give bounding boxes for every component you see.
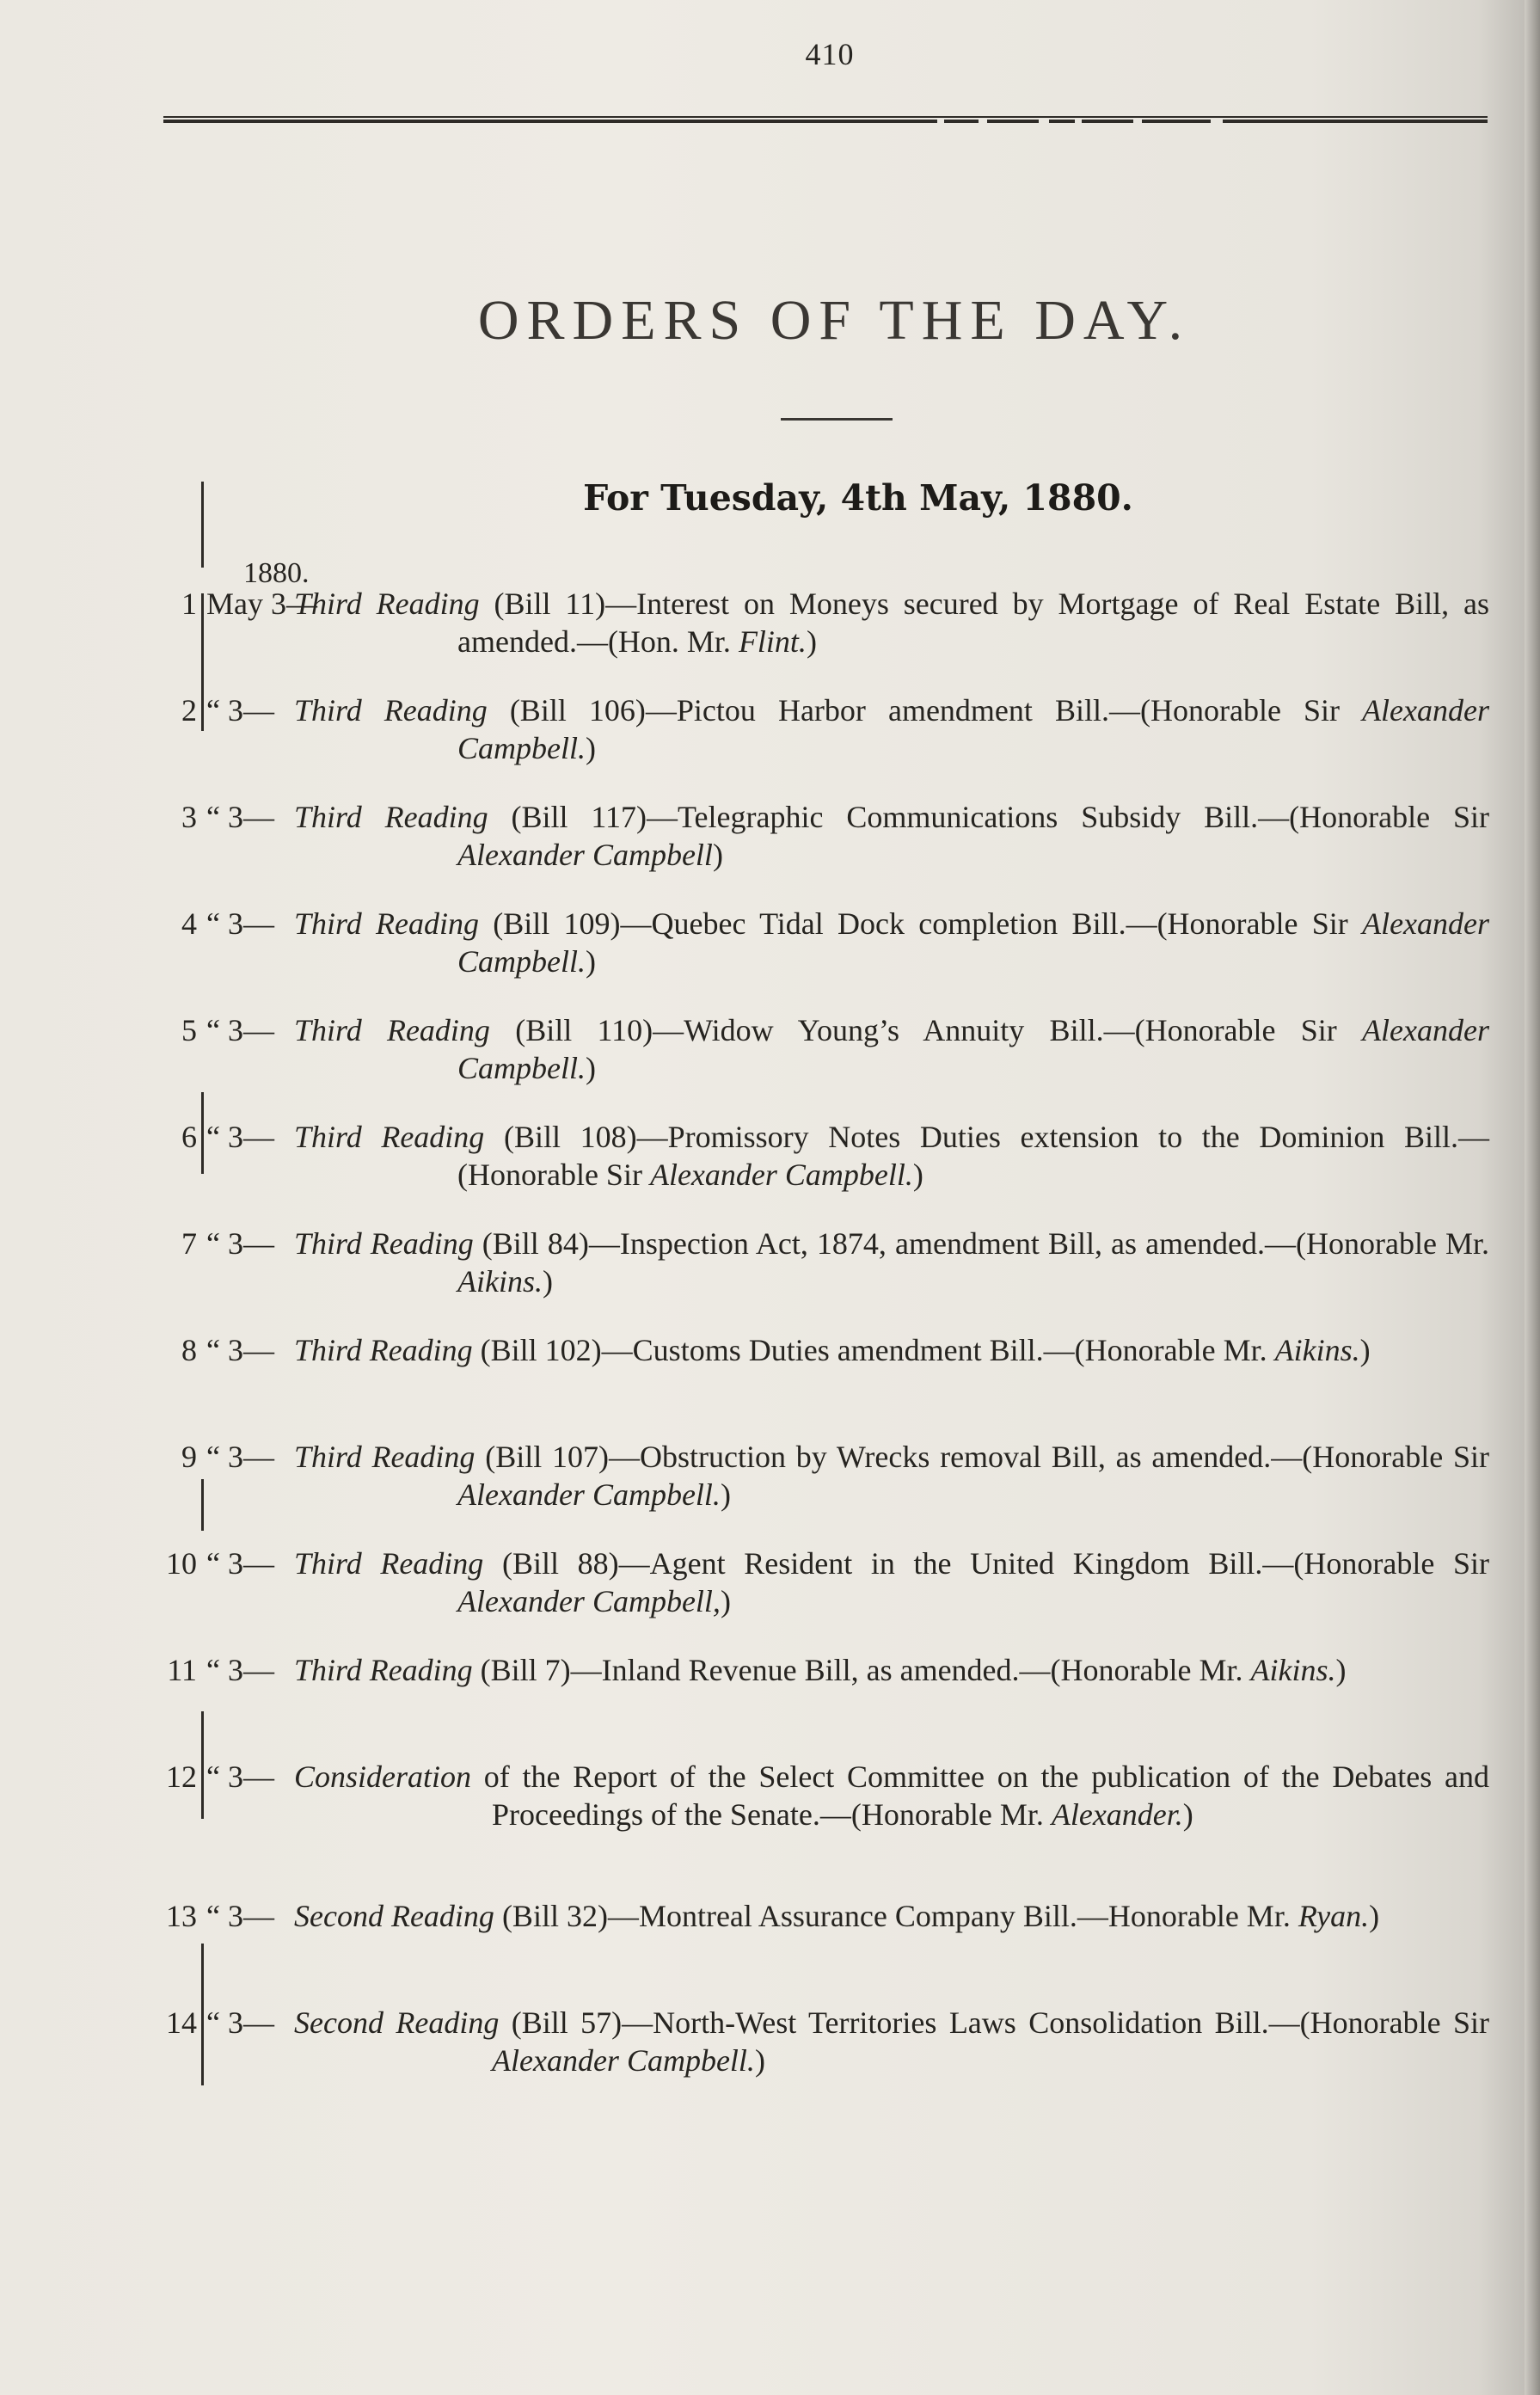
entry-bill: (Bill 117)—: [511, 800, 678, 834]
entry-bill: (Bill 11)—: [494, 586, 637, 621]
entry-text: [294, 1758, 1489, 1833]
entry-mover: Alexander Campbell.: [457, 1477, 721, 1512]
entry-bill: (Bill 57)—: [511, 2005, 653, 2040]
entry-close: ): [586, 731, 596, 765]
entry-close: ): [754, 2043, 765, 2078]
entry-description: Promissory Notes Duties extension to the Dominion Bill.—(Honorable Sir: [457, 1120, 1490, 1192]
entry-mover: Alexander Campbell.: [457, 1013, 1489, 1085]
entry-bill: (Bill 109)—: [493, 906, 652, 941]
entry-mover: Alexander.: [1051, 1797, 1183, 1832]
entry-close: ): [1369, 1899, 1380, 1933]
entry-number: 1: [181, 586, 197, 621]
entry-bill: (Bill 7)—: [480, 1653, 602, 1687]
entry-text: [294, 798, 1490, 874]
entry-mover: Aikins.: [457, 1264, 543, 1299]
entry-date: “ 3—: [206, 1440, 274, 1474]
entry-mover: Alexander Campbell: [457, 838, 713, 872]
entry-number: 7: [181, 1226, 197, 1261]
entry-order-type: Second Reading: [294, 1899, 494, 1933]
margin-rule: [201, 1944, 204, 2085]
entry-number: 13: [166, 1899, 197, 1933]
entry-description: Obstruction by Wrecks removal Bill, as amended.—(Honorable Sir: [639, 1440, 1489, 1474]
entry-date: May 3—: [206, 586, 317, 621]
entry-text: [294, 1225, 1490, 1300]
margin-rule: [201, 1092, 204, 1174]
page-subtitle: For Tuesday, 4th May, 1880.: [583, 477, 1133, 519]
entry-mover: Alexander Campbell.: [457, 693, 1489, 765]
entry-text: [294, 1651, 1489, 1689]
entry-date: “ 3—: [206, 800, 274, 834]
entry-mover: Ryan.: [1298, 1899, 1370, 1933]
entry-close: ): [1335, 1653, 1347, 1687]
entry-number: 2: [181, 693, 197, 728]
entry-description: Widow Young’s Annuity Bill.—(Honorable Sir: [684, 1013, 1363, 1047]
entry-description: of the Report of the Select Committee on the publication of the Debates and Proceedings of the Senate.—(Honorable Mr.: [483, 1759, 1489, 1832]
entry-date: “ 3—: [206, 693, 274, 728]
entry-number: 8: [181, 1333, 197, 1367]
entry-text: [294, 1544, 1490, 1620]
entry-description: Inspection Act, 1874, amendment Bill, as amended.—(Honorable Mr.: [619, 1226, 1490, 1261]
entry-order-type: Second Reading: [294, 2005, 500, 2040]
entry-date: “ 3—: [206, 1120, 274, 1154]
entry-close: ): [720, 1477, 731, 1512]
entry-order-type: Third Reading: [294, 1333, 473, 1367]
entry-close: ): [912, 1158, 923, 1192]
page-number: 410: [805, 37, 855, 71]
entry-number: 11: [167, 1653, 197, 1687]
entry-number: 10: [166, 1546, 197, 1581]
entry-order-type: Third Reading: [294, 1440, 475, 1474]
entry-bill: (Bill 88)—: [501, 1546, 650, 1581]
entry-date: “ 3—: [206, 906, 274, 941]
entry-mover: Alexander Campbell.: [457, 906, 1490, 979]
entry-number: 6: [181, 1120, 197, 1154]
entry-mover: Alexander Campbell,: [457, 1584, 721, 1618]
entry-description: Interest on Moneys secured by Mortgage of Real Estate Bill, as amended.—(Hon. Mr.: [457, 586, 1490, 659]
entry-date: “ 3—: [206, 1226, 274, 1261]
entry-close: ): [720, 1584, 731, 1618]
entry-close: ): [586, 944, 596, 979]
entry-description: Inland Revenue Bill, as amended.—(Honorable Mr.: [601, 1653, 1251, 1687]
entry-number: 3: [181, 800, 197, 834]
entry-order-type: Third Reading: [294, 1546, 484, 1581]
entry-close: ): [1359, 1333, 1371, 1367]
page-binding-edge: [1525, 0, 1540, 2395]
header-rule: [163, 110, 1488, 127]
entry-order-type: Third Reading: [294, 1120, 485, 1154]
entry-order-type: Third Reading: [294, 906, 479, 941]
entry-bill: (Bill 107)—: [485, 1440, 640, 1474]
entry-order-type: Third Reading: [294, 1013, 490, 1047]
entry-mover: Aikins.: [1274, 1333, 1360, 1367]
entry-bill: (Bill 106)—: [509, 693, 677, 728]
entry-order-type: Consideration: [294, 1759, 472, 1794]
entry-description: North-West Territories Laws Consolidation Bill.—(Honorable Sir: [653, 2005, 1489, 2040]
entry-number: 4: [181, 906, 197, 941]
entry-date: “ 3—: [206, 2005, 274, 2040]
entry-order-type: Third Reading: [294, 693, 488, 728]
entry-bill: (Bill 84)—: [482, 1226, 620, 1261]
entry-text: [294, 905, 1490, 980]
entry-text: [294, 2004, 1489, 2079]
entry-text: [294, 585, 1490, 660]
entry-date: “ 3—: [206, 1899, 274, 1933]
entry-text: [294, 1118, 1490, 1194]
entry-mover: Flint.: [738, 624, 807, 659]
entry-date: “ 3—: [206, 1013, 274, 1047]
entry-date: “ 3—: [206, 1333, 274, 1367]
entry-description: Montreal Assurance Company Bill.—Honorable Mr.: [638, 1899, 1298, 1933]
year-heading: 1880.: [243, 557, 310, 589]
entry-number: 5: [181, 1013, 197, 1047]
entry-bill: (Bill 110)—: [515, 1013, 684, 1047]
margin-rule: [201, 1711, 204, 1819]
title-rule: [781, 418, 893, 421]
entry-description: Customs Duties amendment Bill.—(Honorable Mr.: [632, 1333, 1275, 1367]
entry-close: ): [712, 838, 723, 872]
entry-close: ): [1182, 1797, 1193, 1832]
entry-close: ): [586, 1051, 596, 1085]
entry-date: “ 3—: [206, 1759, 274, 1794]
margin-rule: [201, 593, 204, 731]
entry-mover: Alexander Campbell.: [492, 2043, 755, 2078]
entry-order-type: Third Reading: [294, 1226, 474, 1261]
entry-number: 9: [181, 1440, 197, 1474]
entry-date: “ 3—: [206, 1546, 274, 1581]
entry-order-type: Third Reading: [294, 800, 488, 834]
entry-description: Pictou Harbor amendment Bill.—(Honorable Sir: [676, 693, 1363, 728]
entry-text: [294, 1011, 1489, 1087]
entry-text: [294, 691, 1489, 767]
entry-mover: Alexander Campbell.: [649, 1158, 913, 1192]
entry-mover: Aikins.: [1250, 1653, 1336, 1687]
entry-order-type: Third Reading: [294, 586, 480, 621]
entry-date: “ 3—: [206, 1653, 274, 1687]
entry-text: [294, 1897, 1489, 1935]
page-title: ORDERS OF THE DAY.: [477, 289, 1191, 352]
entry-bill: (Bill 108)—: [503, 1120, 668, 1154]
entry-number: 12: [166, 1759, 197, 1794]
entry-bill: (Bill 32)—: [501, 1899, 639, 1933]
entry-description: Telegraphic Communications Subsidy Bill.—(Honorable Sir: [678, 800, 1490, 834]
entry-close: ): [806, 624, 817, 659]
entry-bill: (Bill 102)—: [480, 1333, 633, 1367]
entry-text: [294, 1331, 1489, 1369]
entry-order-type: Third Reading: [294, 1653, 473, 1687]
entry-description: Agent Resident in the United Kingdom Bill.—(Honorable Sir: [649, 1546, 1490, 1581]
margin-rule: [201, 1479, 204, 1531]
entry-number: 14: [166, 2005, 197, 2040]
entry-text: [294, 1438, 1489, 1514]
entry-close: ): [542, 1264, 553, 1299]
entry-description: Quebec Tidal Dock completion Bill.—(Honorable Sir: [651, 906, 1363, 941]
